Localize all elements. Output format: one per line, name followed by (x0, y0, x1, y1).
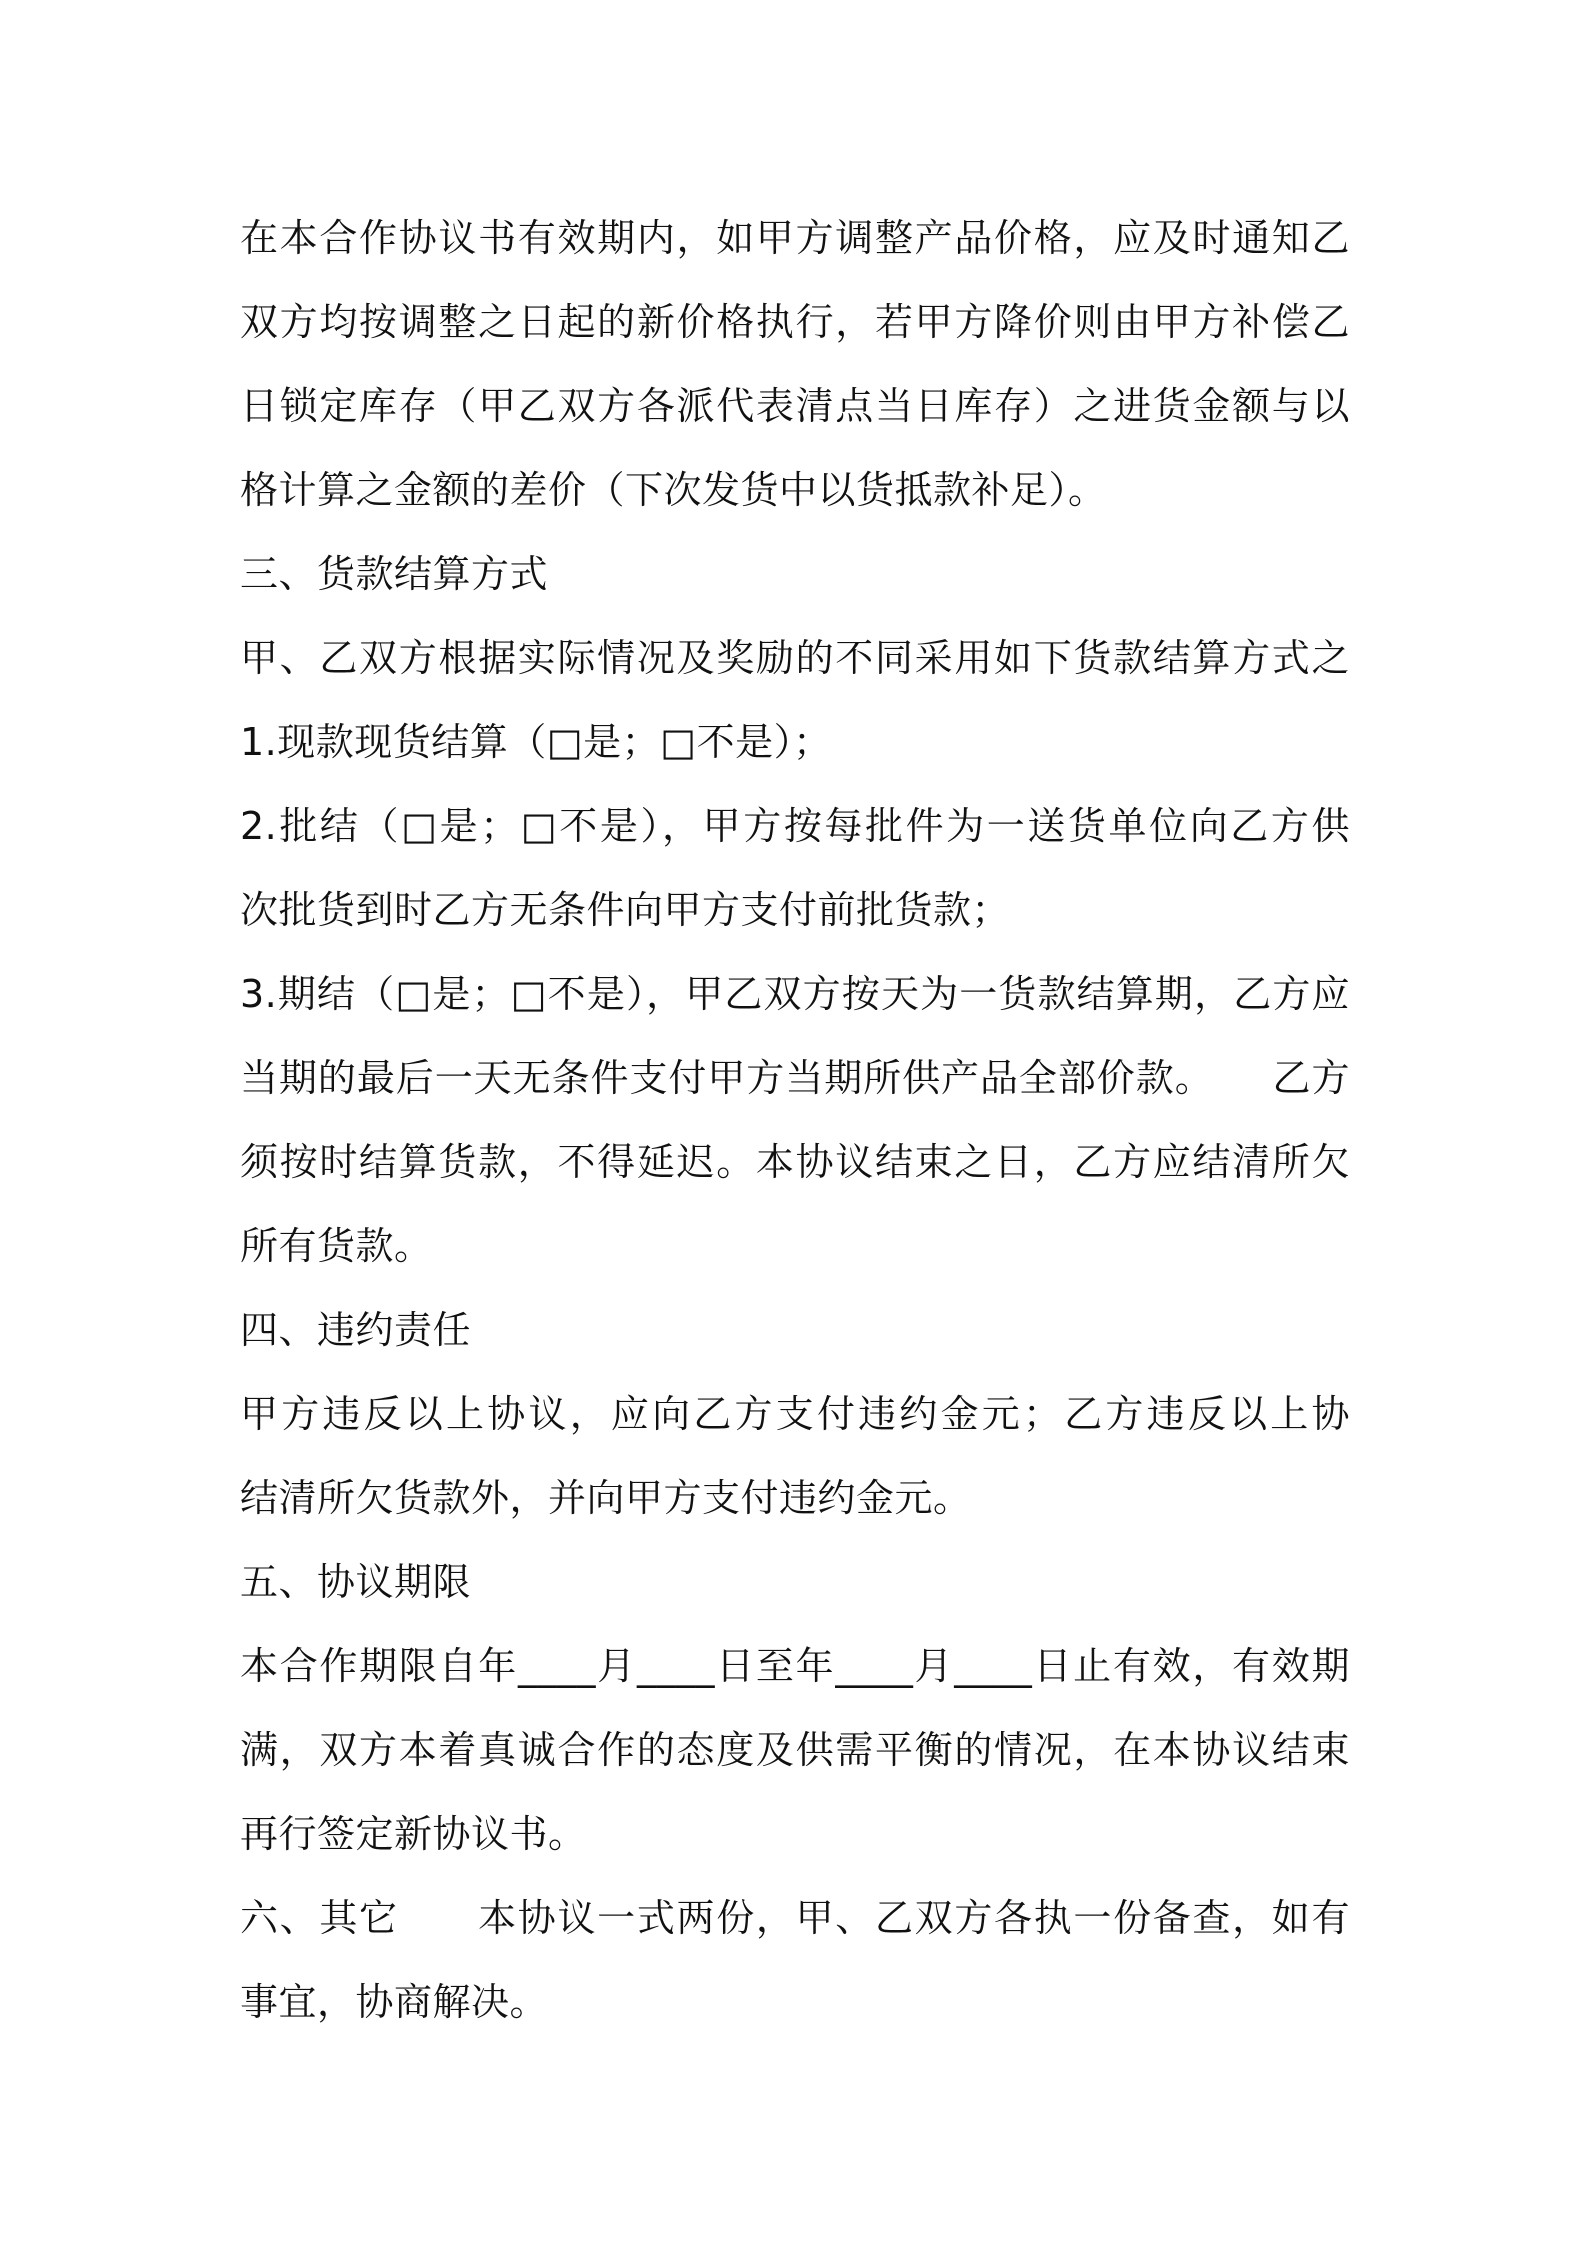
paragraph-line: 须按时结算货款，不得延迟。本协议结束之日，乙方应结清所欠 (240, 1140, 1350, 1184)
paragraph-line: 日锁定库存（甲乙双方各派代表清点当日库存）之进货金额与以 (240, 384, 1350, 428)
paragraph-line: 本合作期限自年____月____日至年____月____日止有效，有效期 (240, 1644, 1350, 1688)
list-item-cash: 1.现款现货结算（□是；□不是）； (240, 720, 832, 764)
paragraph-line: 再行签定新协议书。 (240, 1812, 587, 1856)
section-heading-payment: 三、货款结算方式 (240, 552, 549, 596)
paragraph-line: 甲方违反以上协议，应向乙方支付违约金元；乙方违反以上协 (240, 1392, 1350, 1436)
section-heading-breach: 四、违约责任 (240, 1308, 472, 1352)
paragraph-line: 甲、乙双方根据实际情况及奖励的不同采用如下货款结算方式之 (240, 636, 1350, 680)
paragraph-line: 双方均按调整之日起的新价格执行，若甲方降价则由甲方补偿乙 (240, 300, 1350, 344)
paragraph-line: 事宜，协商解决。 (240, 1980, 549, 2024)
list-item-period: 3.期结（□是；□不是），甲乙双方按天为一货款结算期，乙方应 (240, 972, 1350, 1016)
paragraph-line: 满，双方本着真诚合作的态度及供需平衡的情况，在本协议结束 (240, 1728, 1350, 1772)
paragraph-line: 所有货款。 (240, 1224, 433, 1268)
paragraph-line: 当期的最后一天无条件支付甲方当期所供产品全部价款。 乙方 (240, 1056, 1350, 1100)
section-heading-term: 五、协议期限 (240, 1560, 472, 1604)
paragraph-line: 次批货到时乙方无条件向甲方支付前批货款； (240, 888, 1011, 932)
list-item-batch: 2.批结（□是；□不是），甲方按每批件为一送货单位向乙方供 (240, 804, 1350, 848)
paragraph-line: 结清所欠货款外，并向甲方支付违约金元。 (240, 1476, 972, 1520)
document-body (240, 196, 1350, 2044)
section-heading-other: 六、其它 本协议一式两份，甲、乙双方各执一份备查，如有 (240, 1896, 1350, 1940)
paragraph-line: 格计算之金额的差价（下次发货中以货抵款补足）。 (240, 468, 1107, 512)
paragraph-line: 在本合作协议书有效期内，如甲方调整产品价格，应及时通知乙 (240, 216, 1350, 260)
